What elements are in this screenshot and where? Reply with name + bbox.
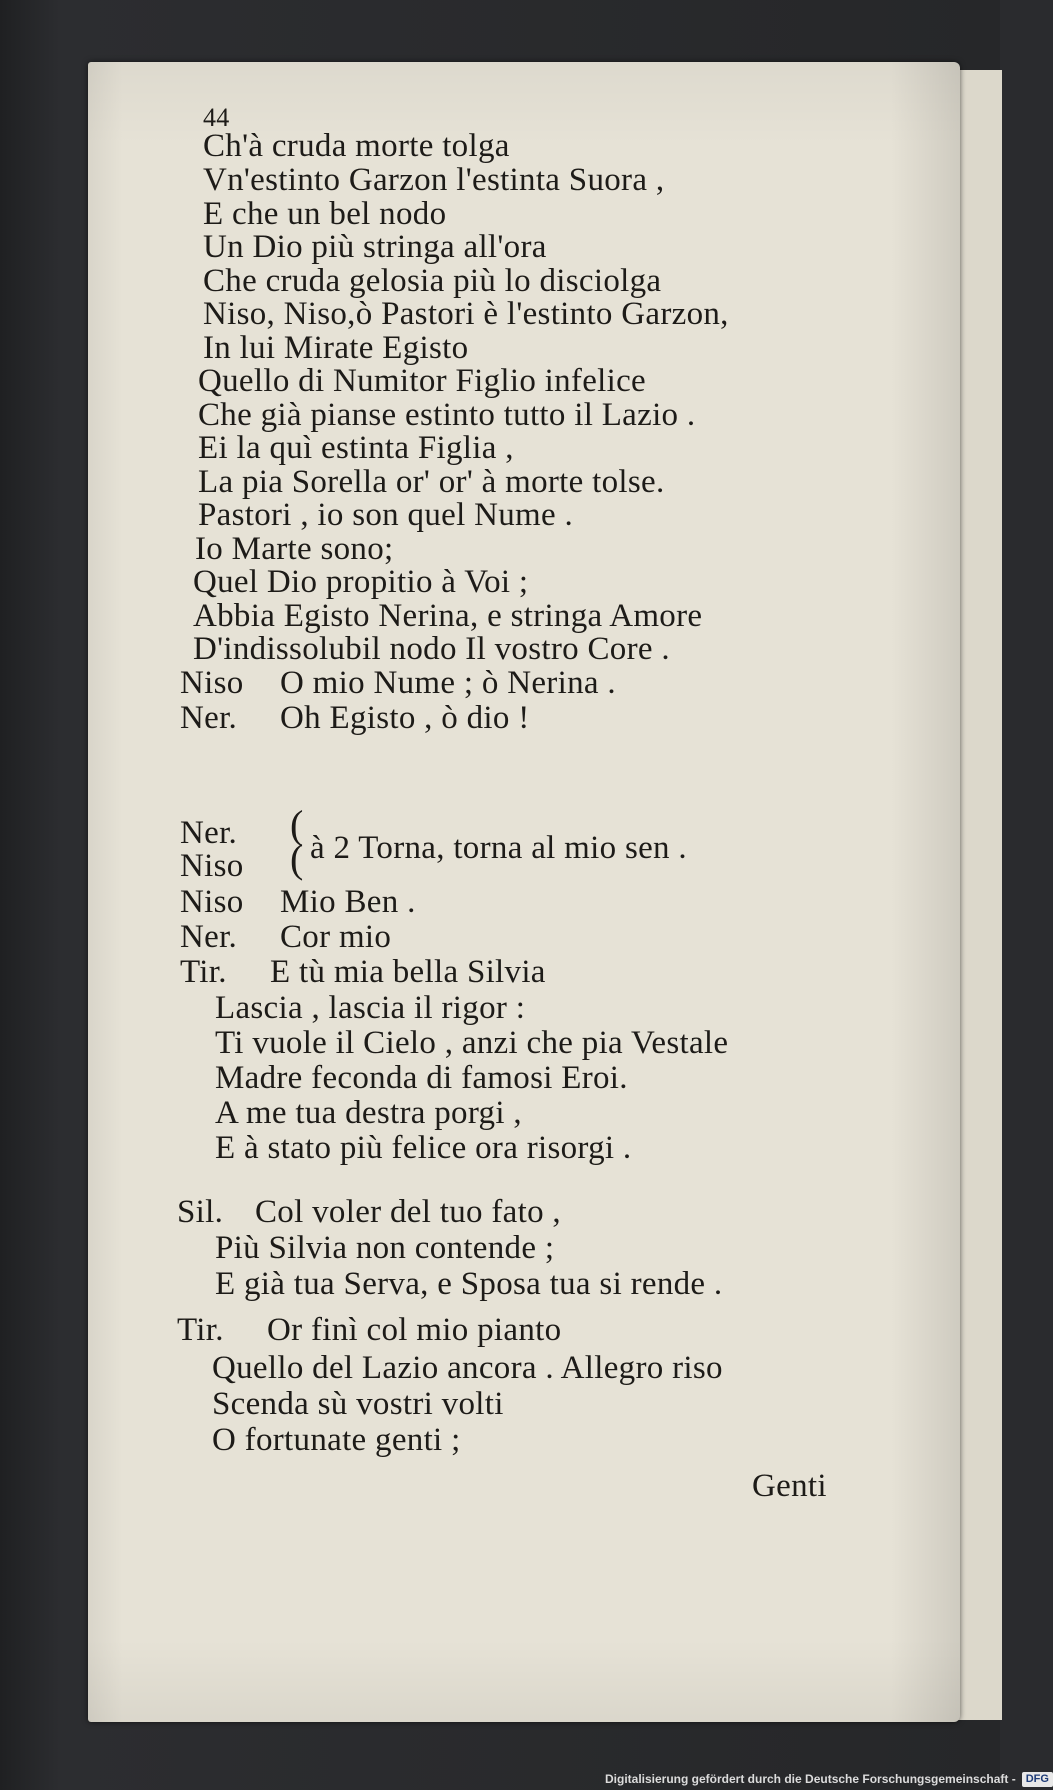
verse-line: E che un bel nodo <box>203 196 447 232</box>
duet-speaker-1: Ner. <box>180 815 238 851</box>
verse-line: Un Dio più stringa all'ora <box>203 229 547 265</box>
speaker-label: Ner. <box>180 700 238 736</box>
verse-line: Che cruda gelosia più lo disciolga <box>203 263 662 299</box>
verse-line: E già tua Serva, e Sposa tua si rende . <box>215 1266 723 1302</box>
verse-line: E à stato più felice ora risorgi . <box>215 1130 632 1166</box>
duet-bracket: ( ( <box>290 802 304 881</box>
dialogue-line <box>177 1194 561 1230</box>
catchword: Genti <box>752 1468 827 1504</box>
dialogue-text: Oh Egisto , ò dio ! <box>280 700 530 736</box>
verse-line: Quello del Lazio ancora . Allegro riso <box>212 1350 723 1386</box>
verse-line: Quel Dio propitio à Voi ; <box>193 564 529 600</box>
verse-line: Scenda sù vostri volti <box>212 1386 504 1422</box>
verse-line: O fortunate genti ; <box>212 1422 461 1458</box>
verse-line: La pia Sorella or' or' à morte tolse. <box>198 464 665 500</box>
dialogue-line <box>180 700 530 736</box>
verse-line: D'indissolubil nodo Il vostro Core . <box>193 631 670 667</box>
verse-line: Madre feconda di famosi Eroi. <box>215 1060 628 1096</box>
dialogue-text: O mio Nume ; ò Nerina . <box>280 665 616 701</box>
verse-line: Abbia Egisto Nerina, e stringa Amore <box>193 598 703 634</box>
verse-line: Ei la quì estinta Figlia , <box>198 430 514 466</box>
digitization-footer <box>605 1770 1053 1788</box>
speaker-label: Tir. <box>180 954 227 990</box>
page-number: 44 <box>203 103 230 132</box>
dialogue-line <box>180 665 616 701</box>
dialogue-text: Or finì col mio pianto <box>267 1312 562 1348</box>
verse-line: Io Marte sono; <box>195 531 394 567</box>
duet-speaker-2: Niso <box>180 848 244 884</box>
dialogue-text: Col voler del tuo fato , <box>255 1194 561 1230</box>
dialogue-text: E tù mia bella Silvia <box>270 954 546 990</box>
dialogue-line <box>180 919 391 955</box>
speaker-label: Ner. <box>180 919 238 955</box>
duet-text: à 2 Torna, torna al mio sen . <box>310 830 687 866</box>
verse-line: A me tua destra porgi , <box>215 1095 522 1131</box>
dialogue-text: Mio Ben . <box>280 884 416 920</box>
dialogue-line <box>180 954 546 990</box>
verse-line: Quello di Numitor Figlio infelice <box>198 363 647 399</box>
dialogue-line <box>177 1312 561 1348</box>
verse-line: In lui Mirate Egisto <box>203 330 469 366</box>
verse-line: Niso, Niso,ò Pastori è l'estinto Garzon, <box>203 296 729 332</box>
verse-line: Più Silvia non contende ; <box>215 1230 555 1266</box>
verse-line: Che già pianse estinto tutto il Lazio . <box>198 397 696 433</box>
speaker-label: Niso <box>180 665 244 701</box>
speaker-label: Niso <box>180 884 244 920</box>
verse-line: Lascia , lascia il rigor : <box>215 990 526 1026</box>
verse-line: Vn'estinto Garzon l'estinta Suora , <box>203 162 665 198</box>
dialogue-line <box>180 884 416 920</box>
dfg-logo: DFG <box>1022 1772 1053 1787</box>
verse-line: Pastori , io son quel Nume . <box>198 497 574 533</box>
verse-line: Ti vuole il Cielo , anzi che pia Vestale <box>215 1025 729 1061</box>
speaker-label: Sil. <box>177 1194 224 1230</box>
facing-page-edge <box>955 70 1002 1720</box>
footer-credit: Digitalisierung gefördert durch die Deutsche Forschungsgemeinschaft - <box>605 1772 1016 1786</box>
verse-line: Ch'à cruda morte tolga <box>203 128 510 164</box>
dialogue-text: Cor mio <box>280 919 392 955</box>
speaker-label: Tir. <box>177 1312 224 1348</box>
